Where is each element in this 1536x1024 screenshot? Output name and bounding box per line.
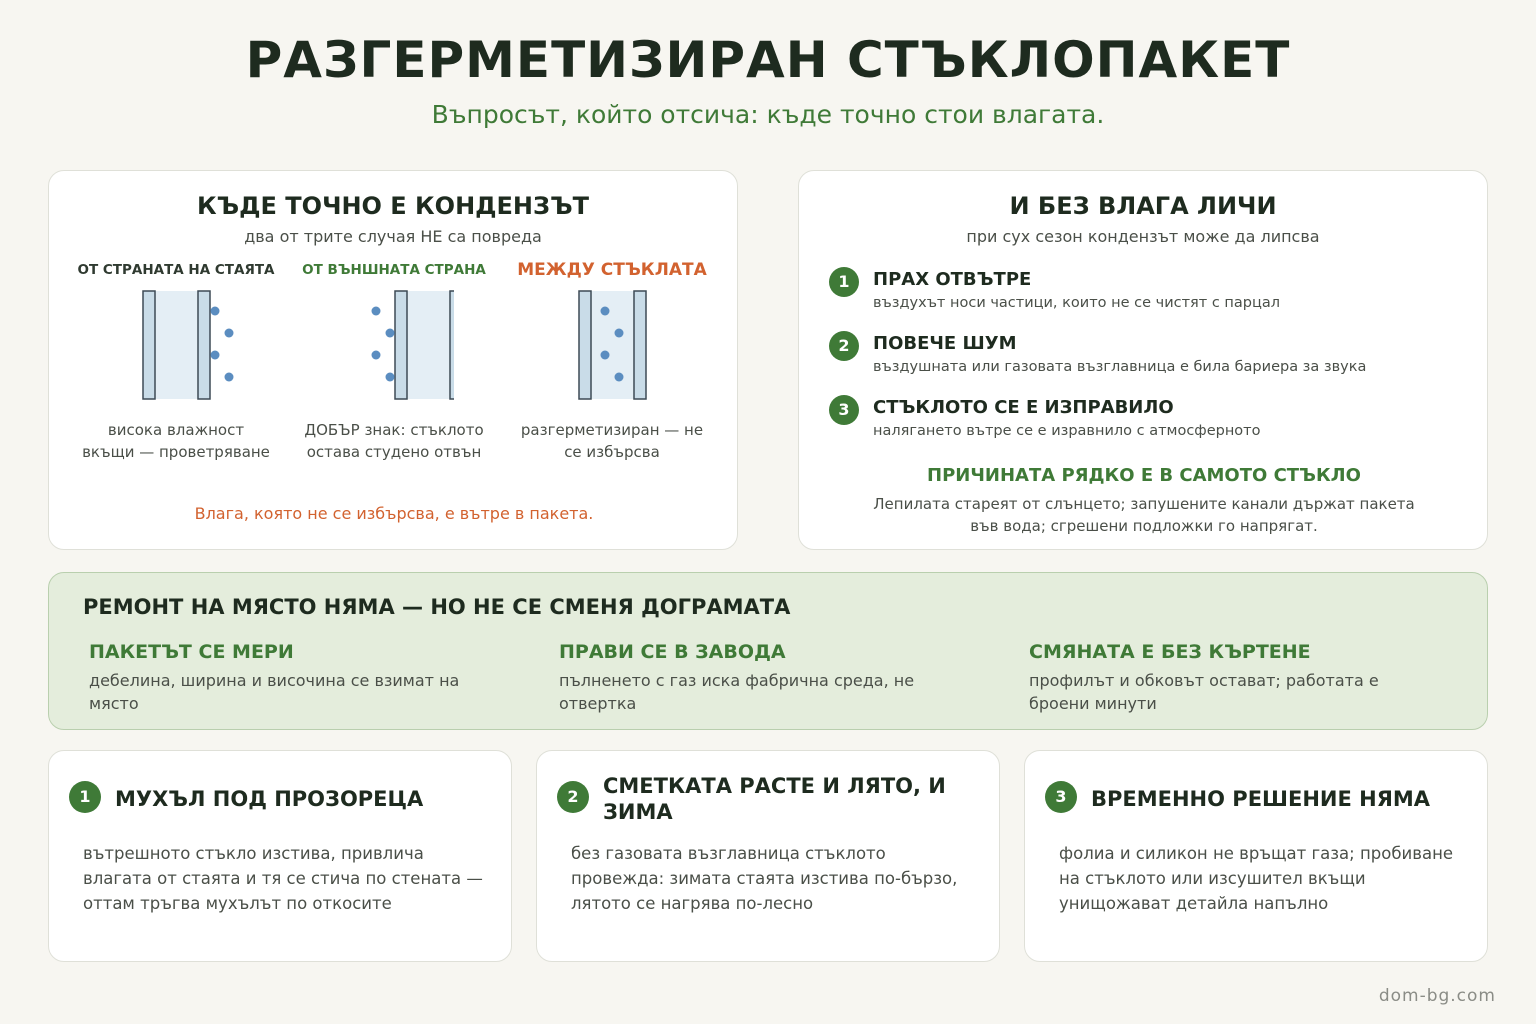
list-item bbox=[829, 267, 1469, 331]
reason-title: ПРАХ ОТВЪТРЕ bbox=[873, 269, 1032, 290]
consequence-text: вътрешното стъкло изстива, привлича влагата от стаята и тя се стича по стената — оттам тръгва мухълът по откосите bbox=[83, 844, 483, 913]
case-desc-line: висока влажност bbox=[107, 421, 245, 439]
case-room-side bbox=[61, 261, 291, 463]
condensation-cases bbox=[49, 261, 739, 461]
consequence-text: без газовата възглавница стъклото провежда: зимата стаята изстива по-бързо, лятото се нагрява по-лесно bbox=[571, 844, 958, 913]
page-subtitle: Въпросът, който отсича: къде точно стои влагата. bbox=[431, 100, 1105, 129]
site-url: dom-bg.com bbox=[1378, 986, 1496, 1006]
cause-title: ПРИЧИНАТА РЯДКО Е В САМОТО СТЪКЛО bbox=[927, 465, 1361, 486]
number-badge: 2 bbox=[557, 781, 589, 813]
case-label: ОТ ВЪНШНАТА СТРАНА bbox=[302, 262, 486, 278]
condensation-subtitle: два от трите случая НЕ са повреда bbox=[244, 227, 542, 246]
repair-col-title: СМЯНАТА Е БЕЗ КЪРТЕНЕ bbox=[1029, 641, 1311, 663]
condensation-title: КЪДЕ ТОЧНО Е КОНДЕНЗЪТ bbox=[197, 192, 589, 220]
case-desc bbox=[61, 419, 291, 463]
number-badge: 3 bbox=[1045, 781, 1077, 813]
reason-desc: въздушната или газовата възглавница е била бариера за звука bbox=[873, 359, 1367, 375]
repair-col-text: пълненето с газ иска фабрична среда, не отвертка bbox=[559, 671, 915, 713]
glass-between-panes-diagram bbox=[552, 289, 672, 401]
no-moisture-subtitle: при сух сезон кондензът може да липсва bbox=[966, 227, 1320, 246]
list-item bbox=[829, 331, 1469, 395]
glass-outer-side-diagram bbox=[334, 289, 454, 401]
consequence-title-text: МУХЪЛ ПОД ПРОЗОРЕЦА bbox=[115, 787, 424, 811]
case-desc bbox=[497, 419, 727, 463]
no-moisture-card bbox=[798, 170, 1488, 550]
case-label: ОТ СТРАНАТА НА СТАЯТА bbox=[77, 262, 275, 278]
case-label: МЕЖДУ СТЪКЛАТА bbox=[517, 260, 707, 280]
case-desc-line: вкъщи — проветряване bbox=[82, 443, 270, 461]
number-badge: 3 bbox=[829, 395, 859, 425]
page-title: РАЗГЕРМЕТИЗИРАН СТЪКЛОПАКЕТ bbox=[245, 31, 1291, 89]
case-desc bbox=[279, 419, 509, 463]
number-badge: 1 bbox=[829, 267, 859, 297]
list-item bbox=[829, 395, 1469, 459]
case-desc-line: остава студено отвън bbox=[306, 443, 482, 461]
reason-title: ПОВЕЧЕ ШУМ bbox=[873, 333, 1017, 354]
reason-desc: налягането вътре се е изравнило с атмосферното bbox=[873, 423, 1261, 439]
reasons-list bbox=[829, 267, 1469, 459]
consequence-card-mold bbox=[48, 750, 512, 962]
number-badge: 1 bbox=[69, 781, 101, 813]
no-moisture-title: И БЕЗ ВЛАГА ЛИЧИ bbox=[1009, 192, 1277, 220]
header bbox=[0, 28, 1536, 132]
repair-title: РЕМОНТ НА МЯСТО НЯМА — НО НЕ СЕ СМЕНЯ ДОГРАМАТА bbox=[83, 595, 791, 619]
case-desc-line: ДОБЪР знак: стъклото bbox=[304, 421, 484, 439]
repair-col bbox=[89, 641, 489, 715]
repair-col bbox=[1029, 641, 1429, 715]
reason-title: СТЪКЛОТО СЕ Е ИЗПРАВИЛО bbox=[873, 397, 1174, 418]
consequence-card-bill bbox=[536, 750, 1000, 962]
consequence-card-temporary bbox=[1024, 750, 1488, 962]
case-outer-side bbox=[279, 261, 509, 463]
case-desc-line: се избърсва bbox=[564, 443, 660, 461]
repair-col-title: ПАКЕТЪТ СЕ МЕРИ bbox=[89, 641, 294, 663]
consequence-title bbox=[115, 773, 495, 825]
consequence-title-text: ВРЕМЕННО РЕШЕНИЕ НЯМА bbox=[1091, 787, 1431, 811]
repair-col bbox=[559, 641, 959, 715]
repair-band bbox=[48, 572, 1488, 730]
reason-desc: въздухът носи частици, които не се чистят с парцал bbox=[873, 295, 1281, 311]
condensation-note: Влага, която не се избърсва, е вътре в пакета. bbox=[194, 504, 594, 523]
repair-col-title: ПРАВИ СЕ В ЗАВОДА bbox=[559, 641, 786, 663]
consequence-title bbox=[603, 773, 983, 825]
cause-text: Лепилата стареят от слънцето; запушените канали държат пакета във вода; сгрешени подложки го напрягат. bbox=[873, 495, 1415, 535]
number-badge: 2 bbox=[829, 331, 859, 361]
repair-col-text: профилът и обковът остават; работата е броени минути bbox=[1029, 671, 1379, 713]
consequence-text: фолиа и силикон не връщат газа; пробиване на стъклото или изсушител вкъщи унищожават детайла напълно bbox=[1059, 844, 1454, 913]
glass-room-side-diagram bbox=[116, 289, 236, 401]
repair-col-text: дебелина, ширина и височина се взимат на място bbox=[89, 671, 460, 713]
condensation-card bbox=[48, 170, 738, 550]
case-between-panes bbox=[497, 261, 727, 463]
case-desc-line: разгерметизиран — не bbox=[520, 421, 704, 439]
consequence-title-text: СМЕТКАТА РАСТЕ И ЛЯТО, И ЗИМА bbox=[603, 774, 946, 824]
consequence-title bbox=[1091, 773, 1471, 825]
